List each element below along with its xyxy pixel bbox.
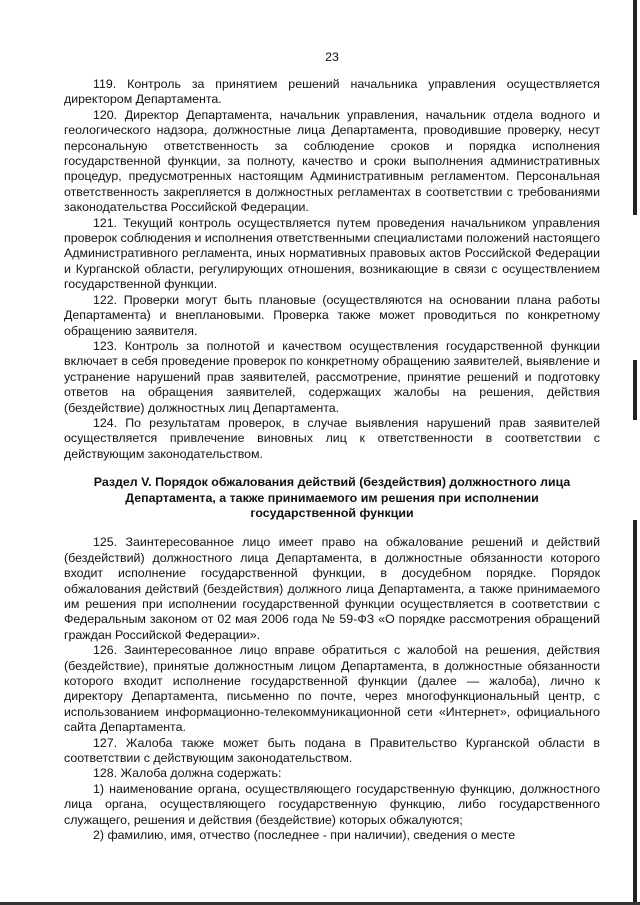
paragraph-122: 122. Проверки могут быть плановые (осуществляются на основании плана работы Департамента) и внеплановыми. Проверка также может проводиться по конкретному обращению заявителя. [64, 292, 600, 338]
scan-edge-shadow [633, 360, 637, 420]
paragraph-124: 124. По результатам проверок, в случае выявления нарушений прав заявителей осуществляется привлечение виновных лиц к ответственности в соответствии с действующим законодательством. [64, 415, 600, 461]
list-item: 1) наименование органа, осуществляющего государственную функцию, должностного лица органа, осуществляющего государственную функцию, либо государственного служащего, решения и действия (бездействие) которых обжалуются; [64, 781, 600, 827]
paragraph-125: 125. Заинтересованное лицо имеет право на обжалование решений и действий (бездействий) должностного лица Департамента, в должностные обязанности которого входит исполнение государственной функции, в досудебном порядке. Порядок обжалования действий (бездействия) должного лица Департамента, а также принимаемого им решения при исполнении государственной функции осуществляется в соответствии с Федеральным законом от 02 мая 2006 года № 59-ФЗ «О порядке рассмотрения обращений граждан Российской Федерации». [64, 535, 600, 642]
section-heading: Раздел V. Порядок обжалования действий (бездействия) должностного лица Департамента, а также принимаемого им решения при исполнении государственной функции [93, 475, 571, 520]
document-body [64, 77, 600, 844]
scan-edge-shadow [633, 0, 637, 215]
page-number: 23 [325, 50, 339, 64]
paragraph-120: 120. Директор Департамента, начальник управления, начальник отдела водного и геологического надзора, должностные лица Департамента, проводившие проверку, несут персональную ответственность за соблюдение сроков и порядка исполнения государственной функции, за полноту, качество и сроки выполнения административных процедур, предусмотренных настоящим Административным регламентом. Персональная ответственность закрепляется в должностных регламентах в соответствии с требованиями законодательства Российской Федерации. [64, 107, 600, 215]
paragraph-127: 127. Жалоба также может быть подана в Правительство Курганской области в соответствии с действующим законодательством. [64, 735, 600, 766]
paragraph-126: 126. Заинтересованное лицо вправе обратиться с жалобой на решения, действия (бездействие), принятые должностным лицом Департамента, в должностные обязанности которого входит исполнение государственной функции (далее — жалоба), лично к директору Департамента, письменно по почте, через многофункциональный центр, с использованием информационно-телекоммуникационной сети «Интернет», официального сайта Департамента. [64, 643, 600, 735]
list-item: 2) фамилию, имя, отчество (последнее - при наличии), сведения о месте [93, 828, 516, 843]
paragraph-128: 128. Жалоба должна содержать: [93, 766, 282, 781]
paragraph-119: 119. Контроль за принятием решений начальника управления осуществляется директором Департамента. [64, 77, 600, 107]
paragraph-123: 123. Контроль за полнотой и качеством осуществления государственной функции включает в себя проведение проверок по конкретному обращению заявителей, выявление и устранение нарушений прав заявителей, рассмотрение, принятие решений и подготовку ответов на обращения заявителей, содержащих жалобы на решения, действия (бездействие) должностных лиц Департамента. [64, 338, 600, 415]
scan-edge-shadow [633, 520, 637, 905]
paragraph-121: 121. Текущий контроль осуществляется путем проведения начальником управления проверок соблюдения и исполнения ответственными специалистами положений настоящего Административного регламента, иных нормативных правовых актов Российской Федерации и Курганской области, регулирующих отношения, возникающие в связи с осуществлением государственной функции. [64, 215, 600, 292]
